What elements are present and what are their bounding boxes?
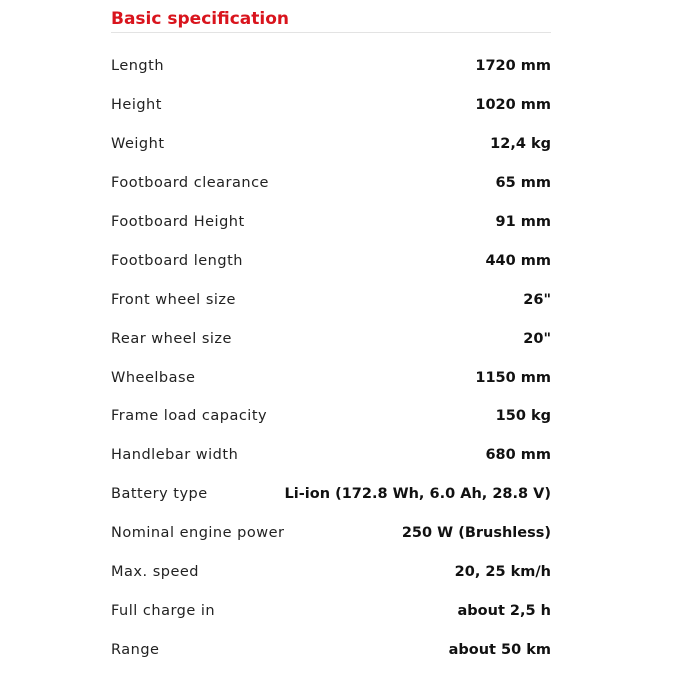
spec-row-front-wheel-size — [111, 280, 551, 319]
spec-value: 20, 25 km/h — [454, 564, 551, 581]
section-title: Basic specification — [111, 7, 551, 33]
spec-label: Rear wheel size — [111, 330, 232, 347]
spec-label: Battery type — [111, 486, 208, 503]
spec-label: Range — [111, 641, 160, 658]
spec-section — [111, 7, 551, 669]
spec-value: Li-ion (172.8 Wh, 6.0 Ah, 28.8 V) — [284, 486, 551, 503]
spec-row-footboard-length — [111, 241, 551, 280]
spec-row-wheelbase — [111, 358, 551, 397]
spec-value: about 50 km — [448, 641, 551, 658]
spec-value: 440 mm — [485, 252, 551, 269]
spec-label: Footboard clearance — [111, 175, 269, 192]
spec-row-nominal-engine-power — [111, 514, 551, 553]
spec-row-battery-type — [111, 475, 551, 514]
spec-value: 1020 mm — [475, 97, 551, 114]
spec-value: 65 mm — [495, 175, 551, 192]
spec-row-footboard-height — [111, 203, 551, 242]
spec-value: 680 mm — [485, 447, 551, 464]
spec-value: 150 kg — [495, 408, 551, 425]
spec-label: Footboard length — [111, 252, 243, 269]
spec-row-frame-load-capacity — [111, 397, 551, 436]
spec-label: Footboard Height — [111, 214, 245, 230]
spec-row-length — [111, 47, 551, 86]
spec-row-rear-wheel-size — [111, 319, 551, 358]
spec-row-max-speed — [111, 553, 551, 592]
spec-label: Wheelbase — [111, 369, 196, 386]
spec-value: 1150 mm — [475, 369, 551, 386]
spec-value: 20" — [523, 330, 551, 347]
spec-label: Height — [111, 97, 162, 114]
spec-label: Full charge in — [111, 602, 216, 619]
spec-label: Max. speed — [111, 564, 199, 581]
spec-value: 1720 mm — [475, 58, 551, 75]
spec-row-range — [111, 630, 551, 669]
spec-label: Nominal engine power — [111, 525, 285, 542]
spec-label: Frame load capacity — [111, 408, 268, 425]
spec-list — [111, 47, 551, 669]
spec-row-handlebar-width — [111, 436, 551, 475]
spec-label: Weight — [111, 136, 165, 153]
spec-value: 250 W (Brushless) — [401, 525, 551, 542]
spec-value: about 2,5 h — [457, 602, 551, 619]
spec-row-footboard-clearance — [111, 164, 551, 203]
spec-label: Handlebar width — [111, 447, 239, 464]
spec-value: 91 mm — [495, 214, 551, 230]
spec-row-height — [111, 86, 551, 125]
spec-label: Front wheel size — [111, 291, 236, 308]
spec-label: Length — [111, 58, 165, 75]
spec-value: 26" — [523, 291, 551, 308]
spec-row-full-charge — [111, 591, 551, 630]
spec-row-weight — [111, 125, 551, 164]
spec-value: 12,4 kg — [490, 136, 551, 153]
